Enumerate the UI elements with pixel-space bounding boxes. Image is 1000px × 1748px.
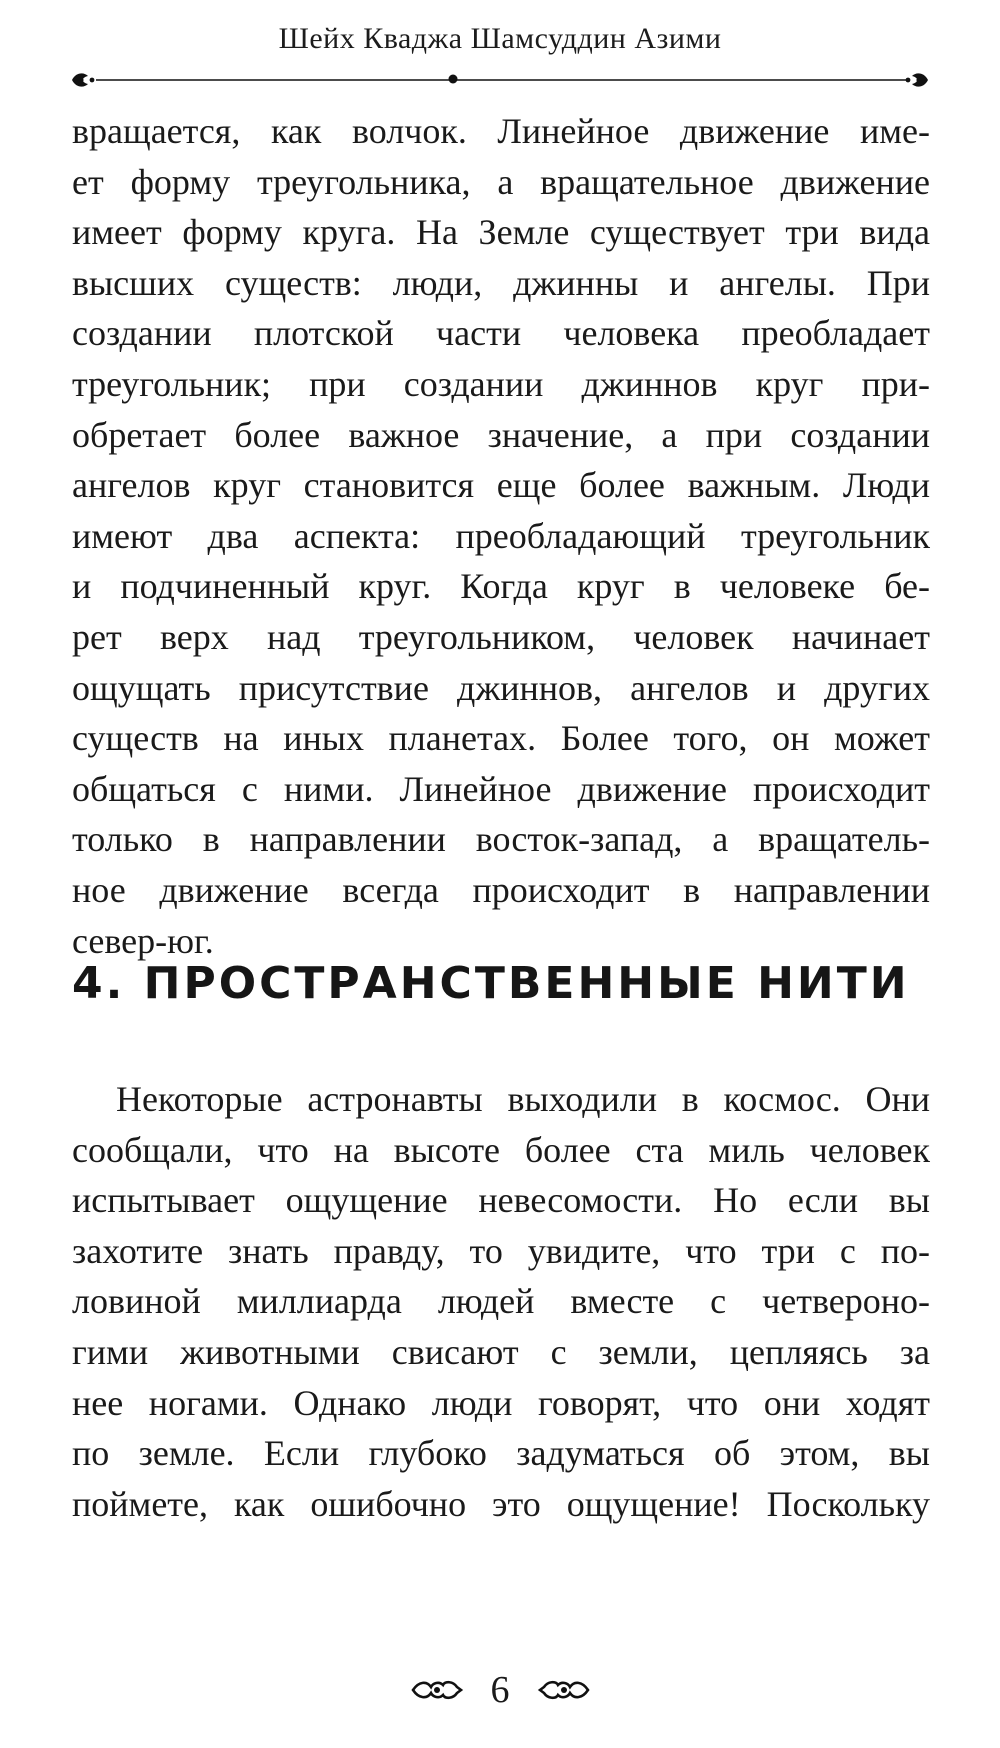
right-flourish-icon — [536, 1675, 592, 1705]
text-line: север-юг. — [72, 920, 214, 961]
running-header: Шейх Кваджа Шамсуддин Азими — [278, 22, 722, 55]
text-line: ловиной миллиарда людей вместе с четвероно- — [72, 1281, 930, 1322]
text-line: имеет форму круга. На Земле существует три вида — [72, 212, 930, 253]
text-line: по земле. Если глубоко задуматься об этом, вы — [72, 1433, 930, 1474]
text-line: рет верх над треугольником, человек начинает — [72, 616, 930, 657]
text-line: нее ногами. Однако люди говорят, что они ходят — [72, 1382, 930, 1423]
page-number: 6 — [490, 1669, 510, 1711]
text-line: захотите знать правду, то увидите, что три с по- — [72, 1230, 930, 1271]
text-line: испытывает ощущение невесомости. Но если вы — [72, 1180, 930, 1221]
paragraph-section-start — [72, 1074, 930, 1529]
page-footer — [0, 1660, 1000, 1720]
text-line: ет форму треугольника, а вращательное движение — [72, 161, 930, 202]
text-line: вращается, как волчок. Линейное движение име- — [72, 111, 930, 151]
text-line: сообщали, что на высоте более ста миль человек — [72, 1129, 930, 1170]
text-line: ощущать присутствие джиннов, ангелов и других — [72, 667, 930, 708]
text-line: создании плотской части человека преобладает — [72, 313, 930, 354]
left-flourish-icon — [409, 1675, 465, 1705]
text-line: общаться с ними. Линейное движение происходит — [72, 768, 930, 809]
text-line: высших существ: люди, джинны и ангелы. При — [72, 262, 930, 303]
paragraph-continued — [72, 106, 930, 966]
text-line: и подчиненный круг. Когда круг в человеке бе- — [72, 566, 930, 607]
header-ornamental-rule — [70, 68, 930, 92]
text-line: поймете, как ошибочно это ощущение! Поскольку — [72, 1483, 930, 1524]
text-line: только в направлении восток-запад, а вращатель- — [72, 819, 930, 860]
text-line: треугольник; при создании джиннов круг при- — [72, 363, 930, 404]
text-line: Некоторые астронавты выходили в космос. Они — [116, 1079, 930, 1119]
text-line: существ на иных планетах. Более того, он может — [72, 718, 930, 759]
text-line: имеют два аспекта: преобладающий треугольник — [72, 515, 930, 556]
text-line: ангелов круг становится еще более важным. Люди — [72, 465, 930, 506]
text-line: гими животными свисают с земли, цепляясь за — [72, 1331, 930, 1372]
text-line: обретает более важное значение, а при создании — [72, 414, 930, 455]
section-heading: 4. ПРОСТРАНСТВЕННЫЕ НИТИ — [72, 958, 910, 1009]
text-line: ное движение всегда происходит в направлении — [72, 869, 930, 910]
